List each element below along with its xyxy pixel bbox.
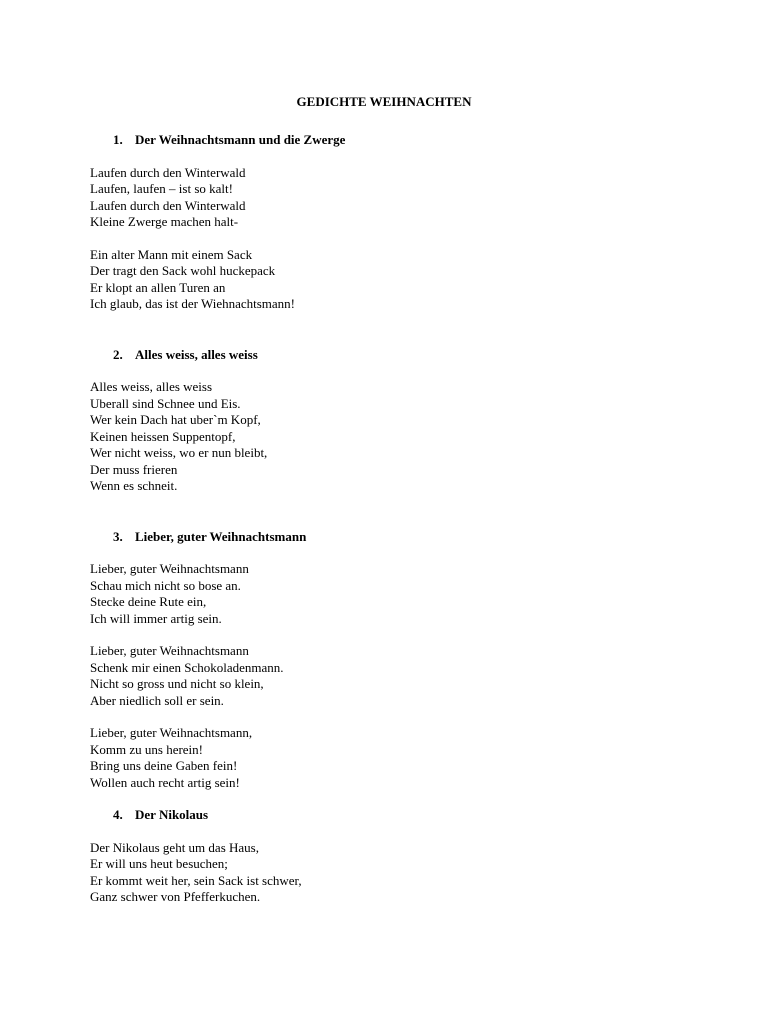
- poem-stanza: [90, 643, 690, 709]
- poem-line: Uberall sind Schnee und Eis.: [90, 395, 241, 411]
- poem-stanza: [90, 247, 690, 313]
- poem-line: Er kommt weit her, sein Sack ist schwer,: [90, 872, 302, 888]
- poem-heading: [90, 347, 690, 364]
- poem-line: Laufen durch den Winterwald: [90, 197, 246, 213]
- poem-heading: [90, 807, 690, 824]
- document-title: GEDICHTE WEIHNACHTEN: [296, 94, 472, 109]
- poem-heading: [90, 529, 690, 546]
- poem-line: Der tragt den Sack wohl huckepack: [90, 263, 276, 278]
- poem-line: Aber niedlich soll er sein.: [90, 692, 224, 708]
- poem-line: Wenn es schneit.: [90, 478, 178, 493]
- poem-line: Lieber, guter Weihnachtsmann: [90, 643, 249, 658]
- poem-line: Wer kein Dach hat uber`m Kopf,: [90, 412, 261, 427]
- poem-number: 3.: [113, 528, 123, 544]
- poem-line: Kleine Zwerge machen halt-: [90, 214, 239, 229]
- poem-line: Alles weiss, alles weiss: [90, 379, 213, 394]
- poem-line: Bring uns deine Gaben fein!: [90, 758, 238, 773]
- poem-stanza: [90, 725, 690, 791]
- poem-stanza: [90, 165, 690, 231]
- poem-line: Er will uns heut besuchen;: [90, 856, 228, 871]
- poem-line: Schenk mir einen Schokoladenmann.: [90, 659, 284, 675]
- poem-title: Der Nikolaus: [135, 807, 209, 822]
- poem-title: Der Weihnachtsmann und die Zwerge: [135, 132, 346, 147]
- poem-heading: [90, 132, 690, 149]
- poem-line: Ich glaub, das ist der Wiehnachtsmann!: [90, 296, 296, 311]
- poem-line: Lieber, guter Weihnachtsmann: [90, 561, 249, 576]
- poem-line: Schau mich nicht so bose an.: [90, 577, 241, 593]
- poem-line: Er klopt an allen Turen an: [90, 279, 226, 295]
- poem-line: Ich will immer artig sein.: [90, 610, 222, 626]
- poem-line: Der Nikolaus geht um das Haus,: [90, 839, 259, 855]
- poem-number: 4.: [113, 807, 123, 822]
- poem-line: Wer nicht weiss, wo er nun bleibt,: [90, 445, 268, 460]
- poem-line: Lieber, guter Weihnachtsmann,: [90, 725, 253, 740]
- poem-line: Laufen, laufen – ist so kalt!: [90, 181, 233, 196]
- poem-stanza: [90, 840, 690, 906]
- poem-number: 1.: [113, 132, 123, 147]
- poem-line: Keinen heissen Suppentopf,: [90, 428, 236, 444]
- poem-title: Lieber, guter Weihnachtsmann: [135, 528, 307, 544]
- poem-number: 2.: [113, 346, 123, 362]
- poem-list: [90, 132, 690, 906]
- poem-line: Komm zu uns herein!: [90, 741, 204, 757]
- poem-line: Stecke deine Rute ein,: [90, 594, 207, 609]
- document-page: [90, 94, 690, 906]
- poem-title: Alles weiss, alles weiss: [135, 346, 258, 362]
- poem-line: Der muss frieren: [90, 461, 178, 477]
- poem-line: Laufen durch den Winterwald: [90, 164, 246, 180]
- poem-line: Wollen auch recht artig sein!: [90, 774, 240, 790]
- poem-stanza: [90, 561, 690, 627]
- poem-stanza: [90, 379, 690, 495]
- poem-line: Ganz schwer von Pfefferkuchen.: [90, 889, 261, 904]
- poem-line: Ein alter Mann mit einem Sack: [90, 246, 253, 262]
- poem-line: Nicht so gross und nicht so klein,: [90, 676, 264, 691]
